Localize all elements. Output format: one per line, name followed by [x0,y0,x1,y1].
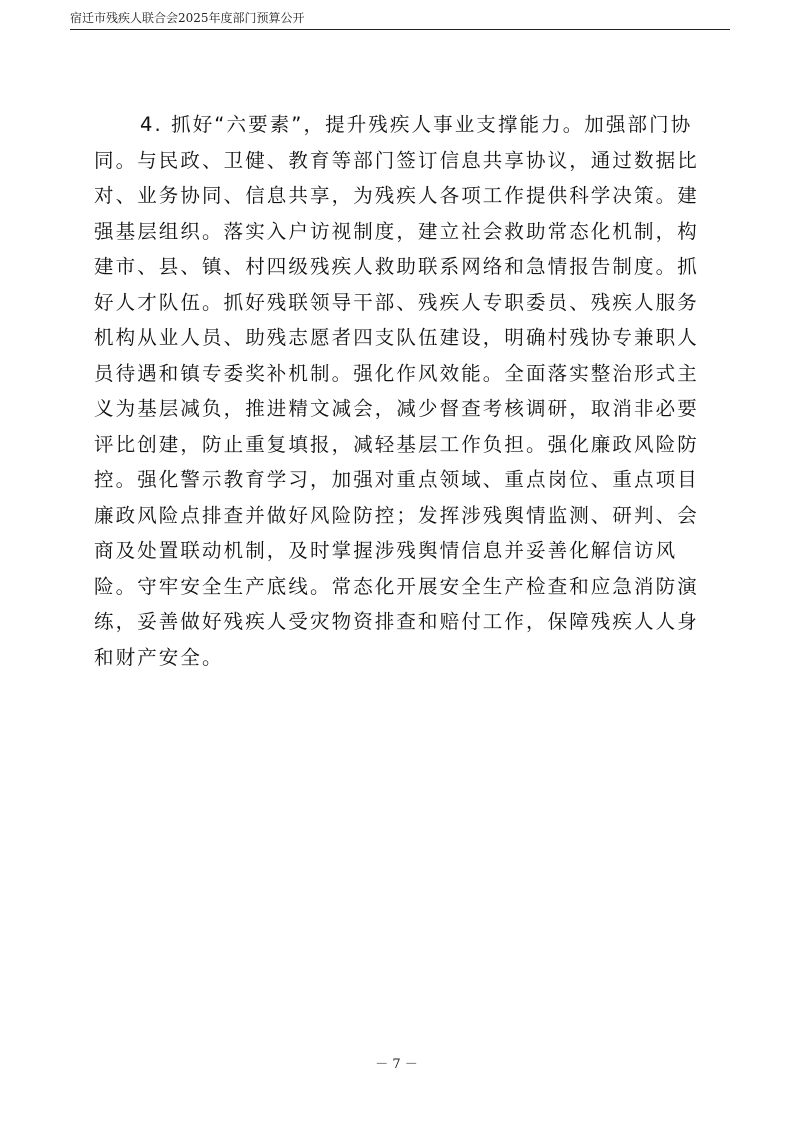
page-header [70,9,730,30]
header-title: 宿迁市残疾人联合会2025年度部门预算公开 [70,11,305,25]
body-paragraph: 4. 抓好“六要素”，提升残疾人事业支撑能力。加强部门协同。与民政、卫健、教育等部门签订信息共享协议，通过数据比对、业务协同、信息共享，为残疾人各项工作提供科学决策。建强基层组织。落实入户访视制度，建立社会救助常态化机制，构建市、县、镇、村四级残疾人救助联系网络和急情报告制度。抓好人才队伍。抓好残联领导干部、残疾人专职委员、残疾人服务机构从业人员、助残志愿者四支队伍建设，明确村残协专兼职人员待遇和镇专委奖补机制。强化作风效能。全面落实整治形式主义为基层减负，推进精文减会，减少督查考核调研，取消非必要评比创建，防止重复填报，减轻基层工作负担。强化廉政风险防控。强化警示教育学习，加强对重点领域、重点岗位、重点项目廉政风险点排查并做好风险防控；发挥涉残舆情监测、研判、会商及处置联动机制，及时掌握涉残舆情信息并妥善化解信访风险。守牢安全生产底线。常态化开展安全生产检查和应急消防演练，妥善做好残疾人受灾物资排查和赔付工作，保障残疾人人身和财产安全。 [94,113,699,669]
page-number: － 7 － [375,1057,418,1072]
